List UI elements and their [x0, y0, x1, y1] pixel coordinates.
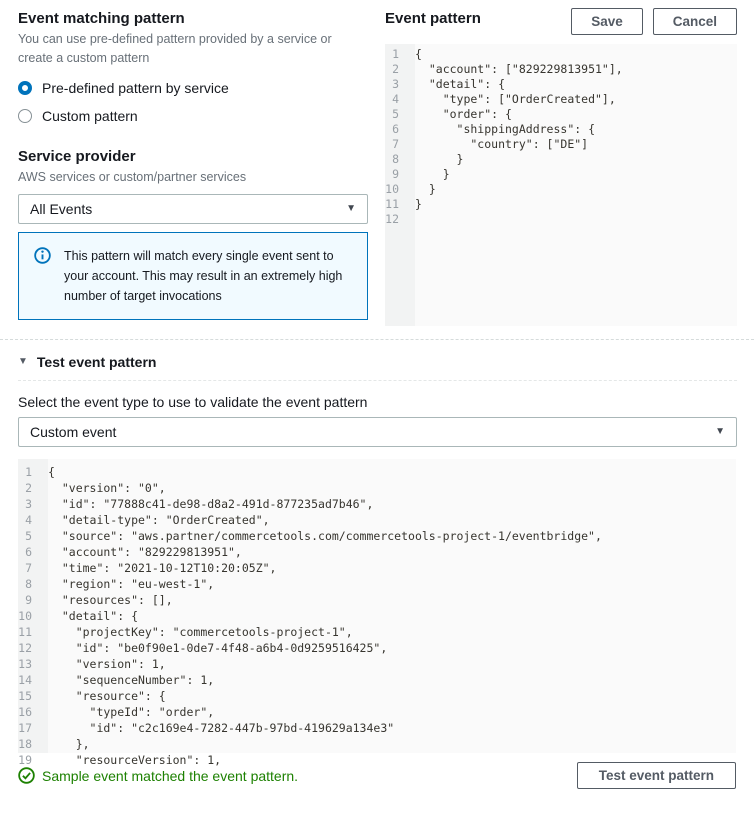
code-line: 16 "typeId": "order", — [18, 705, 215, 719]
service-provider-title: Service provider — [18, 147, 136, 165]
test-event-pattern-button[interactable]: Test event pattern — [577, 762, 736, 789]
code-line: 17 "id": "c2c169e4-7282-447b-97bd-419629a134e3" — [18, 721, 395, 735]
code-line: 2 "account": ["829229813951"], — [392, 62, 623, 76]
service-provider-selected-value: All Events — [30, 201, 93, 218]
cancel-button[interactable]: Cancel — [653, 8, 737, 35]
info-icon — [34, 247, 51, 264]
code-line: 12 — [385, 212, 399, 226]
event-type-selected-value: Custom event — [30, 424, 117, 440]
code-line: 7 "time": "2021-10-12T10:20:05Z", — [25, 561, 277, 575]
code-line: 1 { — [392, 47, 422, 61]
service-provider-description: AWS services or custom/partner services — [18, 169, 247, 184]
event-pattern-section — [385, 8, 737, 326]
code-line: 13 "version": 1, — [18, 657, 166, 671]
event-type-select-label: Select the event type to use to validate the event pattern — [18, 394, 368, 410]
test-event-pattern-toggle[interactable] — [0, 340, 754, 380]
info-alert-text: This pattern will match every single event sent to your account. This may result in an extremely high number of target invocations — [64, 249, 343, 304]
collapse-arrow-icon: ▼ — [18, 356, 28, 367]
code-line: 3 "id": "77888c41-de98-d8a2-491d-877235ad7b46", — [25, 497, 374, 511]
event-pattern-title: Event pattern — [385, 10, 481, 27]
radio-predefined-pattern-label: Pre-defined pattern by service — [42, 79, 229, 96]
code-line: 9 } — [392, 167, 450, 181]
code-line: 4 "type": ["OrderCreated"], — [392, 92, 616, 106]
info-alert — [18, 232, 368, 320]
chevron-down-icon: ▼ — [715, 426, 725, 437]
save-button[interactable]: Save — [571, 8, 643, 35]
code-line: 10 "detail": { — [18, 609, 139, 623]
code-line: 6 "shippingAddress": { — [392, 122, 596, 136]
code-line: 2 "version": "0", — [25, 481, 166, 495]
chevron-down-icon: ▼ — [346, 203, 356, 215]
test-event-pattern-title: Test event pattern — [36, 354, 157, 370]
code-line: 5 "order": { — [392, 107, 512, 121]
code-line: 14 "sequenceNumber": 1, — [18, 673, 215, 687]
sample-event-code-editor[interactable] — [18, 459, 736, 767]
code-line: 4 "detail-type": "OrderCreated", — [25, 513, 270, 527]
radio-selected-icon[interactable] — [18, 81, 32, 95]
test-success-text: Sample event matched the event pattern. — [42, 767, 299, 784]
radio-custom-pattern[interactable] — [18, 108, 368, 124]
code-line: 6 "account": "829229813951", — [25, 545, 242, 559]
radio-custom-pattern-label: Custom pattern — [42, 107, 138, 124]
success-check-icon — [18, 767, 35, 784]
pattern-editor-panel — [0, 0, 754, 326]
test-success-message — [18, 767, 298, 784]
code-line: 18 }, — [18, 737, 90, 751]
code-line: 10 } — [385, 182, 436, 196]
service-provider-select[interactable] — [18, 194, 368, 224]
code-line: 15 "resource": { — [18, 689, 166, 703]
code-line: 11 } — [385, 197, 422, 211]
event-matching-pattern-description: You can use pre-defined pattern provided by a service or create a custom pattern — [18, 32, 332, 65]
event-matching-pattern-title: Event matching pattern — [18, 10, 185, 27]
code-line: 9 "resources": [], — [25, 593, 173, 607]
code-line: 8 } — [392, 152, 464, 166]
code-line: 7 "country": ["DE"] — [392, 137, 589, 151]
code-line: 1 { — [25, 465, 55, 479]
radio-unselected-icon[interactable] — [18, 109, 32, 123]
code-line: 11 "projectKey": "commercetools-project-1", — [18, 625, 353, 639]
code-line: 5 "source": "aws.partner/commercetools.com/commercetools-project-1/eventbridge", — [25, 529, 602, 543]
event-pattern-code-editor[interactable] — [385, 44, 737, 326]
event-matching-pattern-section — [18, 8, 368, 326]
event-type-select[interactable] — [18, 417, 737, 447]
radio-predefined-pattern[interactable] — [18, 80, 368, 96]
code-line: 3 "detail": { — [392, 77, 506, 91]
code-line: 8 "region": "eu-west-1", — [25, 577, 215, 591]
test-result-row — [18, 762, 736, 789]
code-line: 12 "id": "be0f90e1-0de7-4f48-a6b4-0d9259516425", — [18, 641, 388, 655]
code-line: 19 "resourceVersion": 1, — [18, 753, 222, 767]
